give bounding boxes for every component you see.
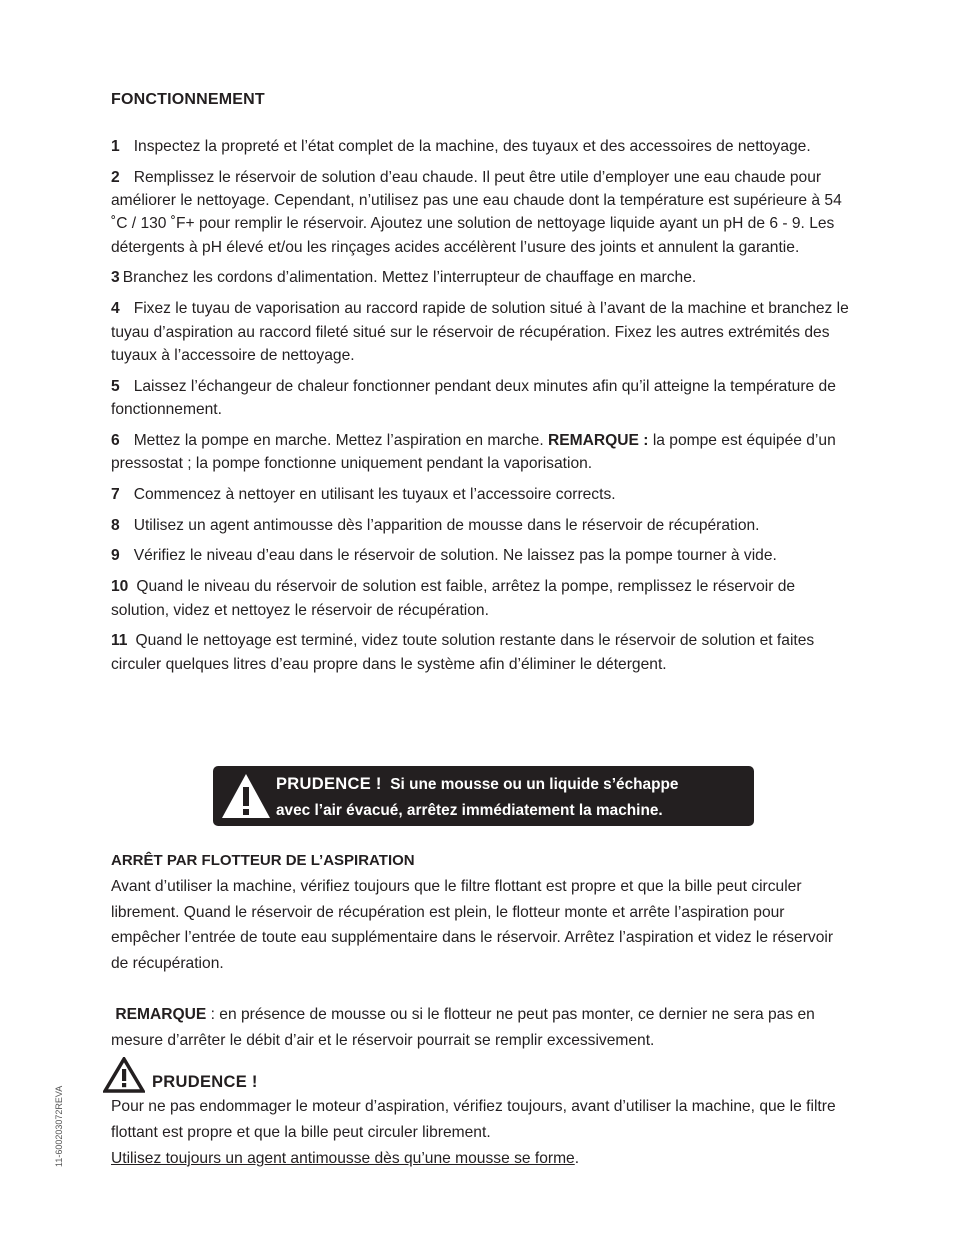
- step-text: Mettez la pompe en marche. Mettez l’aspiration en marche.: [133, 431, 548, 449]
- caution-line-1: Si une mousse ou un liquide s’échappe: [390, 776, 679, 793]
- caution-2-body: Pour ne pas endommager le moteur d’aspiration, vérifiez toujours, avant d’utiliser la machine, que le filtre flottant est propre et que la bille peut circuler librement.: [111, 1098, 836, 1141]
- caution-heading-2: [103, 1057, 403, 1093]
- steps-list: [111, 135, 857, 683]
- step-text: Branchez les cordons d’alimentation. Mettez l’interrupteur de chauffage en marche.: [122, 269, 697, 287]
- step-number: 11: [111, 632, 128, 650]
- step-number: 5: [111, 377, 120, 395]
- step-6: [111, 429, 857, 476]
- step-10: [111, 575, 857, 622]
- float-section-title: ARRÊT PAR FLOTTEUR DE L’ASPIRATION: [111, 852, 415, 869]
- step-11: [111, 629, 857, 676]
- step-7: [111, 483, 857, 506]
- float-section-text: Avant d’utiliser la machine, vérifiez toujours que le filtre flottant est propre et que la bille peut circuler librement. Quand le réservoir de récupération est plein, le flotteur monte et arrête l’aspiration pour empêcher l’entrée de toute eau supplémentaire dans le réservoir. Arrêtez l’aspiration et videz le réservoir de récupération.: [111, 878, 834, 973]
- step-3: [111, 266, 857, 289]
- caution-label: PRUDENCE !: [276, 775, 382, 793]
- document-code: 11-600203072REVA: [54, 1085, 64, 1167]
- step-number: 3: [111, 269, 120, 287]
- period: .: [574, 1150, 580, 1167]
- step-number: 1: [111, 138, 120, 155]
- step-5: [111, 375, 857, 422]
- note-text: : en présence de mousse ou si le flotteur ne peut pas monter, ce dernier ne sera pas en mesure d’arrêter le débit d’air et le réservoir pourrait se remplir excessivement.: [111, 1006, 815, 1049]
- caution-2-text: [111, 1094, 861, 1172]
- step-text: Vérifiez le niveau d’eau dans le réservoir de solution. Ne laissez pas la pompe tourner à vide.: [133, 547, 777, 565]
- step-4: [111, 297, 857, 367]
- step-text: Commencez à nettoyer en utilisant les tuyaux et l’accessoire corrects.: [133, 485, 616, 503]
- step-2: [111, 166, 857, 259]
- step-text: Laissez l’échangeur de chaleur fonctionner pendant deux minutes afin qu’il atteigne la température de fonctionnement.: [111, 377, 836, 418]
- remark-label: REMARQUE :: [547, 431, 649, 449]
- float-note: [111, 1002, 851, 1053]
- step-1: [111, 135, 857, 158]
- caution-box: [213, 766, 754, 826]
- step-number: 9: [111, 547, 120, 565]
- step-text: Inspectez la propreté et l’état complet de la machine, des tuyaux et des accessoires de nettoyage.: [133, 138, 811, 155]
- step-text: Quand le niveau du réservoir de solution est faible, arrêtez la pompe, remplissez le réservoir de solution, videz et nettoyez le réservoir de récupération.: [111, 578, 796, 619]
- step-number: 8: [111, 516, 120, 534]
- step-text: Remplissez le réservoir de solution d’eau chaude. Il peut être utile d’employer une eau chaude pour améliorer le nettoyage. Cependant, n’utilisez pas une eau chaude dont la température est supérieure à 54 ˚C / 130 ˚F+ pour remplir le réservoir. Ajoutez une solution de nettoyage liquide ayant un pH de 6 - 9. Les détergents à pH élevé et/ou les rinçages acides accélèrent l’usure des joints et annulent la garantie.: [111, 168, 842, 256]
- warning-triangle-icon: [220, 772, 272, 820]
- caution-label: PRUDENCE !: [152, 1073, 258, 1091]
- step-8: [111, 514, 857, 537]
- step-number: 7: [111, 485, 120, 503]
- step-number: 4: [111, 300, 120, 318]
- section-title: FONCTIONNEMENT: [111, 91, 265, 108]
- step-text: Fixez le tuyau de vaporisation au raccord rapide de solution situé à l’avant de la machine et branchez le tuyau d’aspiration au raccord fileté situé sur le réservoir de récupération. Fixez les autres extrémités des tuyaux à l’accessoire de nettoyage.: [111, 300, 849, 364]
- caution-line-2: avec l’air évacué, arrêtez immédiatement la machine.: [276, 802, 663, 819]
- antifoam-instruction: Utilisez toujours un agent antimousse dès qu’une mousse se forme: [111, 1150, 575, 1167]
- remark-label: REMARQUE: [115, 1006, 207, 1023]
- step-text: Quand le nettoyage est terminé, videz toute solution restante dans le réservoir de solution et faites circuler quelques litres d’eau propre dans le système afin d’éliminer le détergent.: [111, 632, 815, 673]
- step-number: 6: [111, 431, 120, 449]
- step-text: Utilisez un agent antimousse dès l’apparition de mousse dans le réservoir de récupération.: [133, 516, 760, 534]
- step-number: 2: [111, 168, 120, 186]
- step-number: 10: [111, 578, 129, 596]
- step-text: la pompe est équipée d’un pressostat ; la pompe fonctionne uniquement pendant la vaporisation.: [111, 431, 836, 473]
- caution-text: [276, 771, 746, 824]
- step-9: [111, 544, 857, 567]
- warning-triangle-icon: [103, 1057, 145, 1093]
